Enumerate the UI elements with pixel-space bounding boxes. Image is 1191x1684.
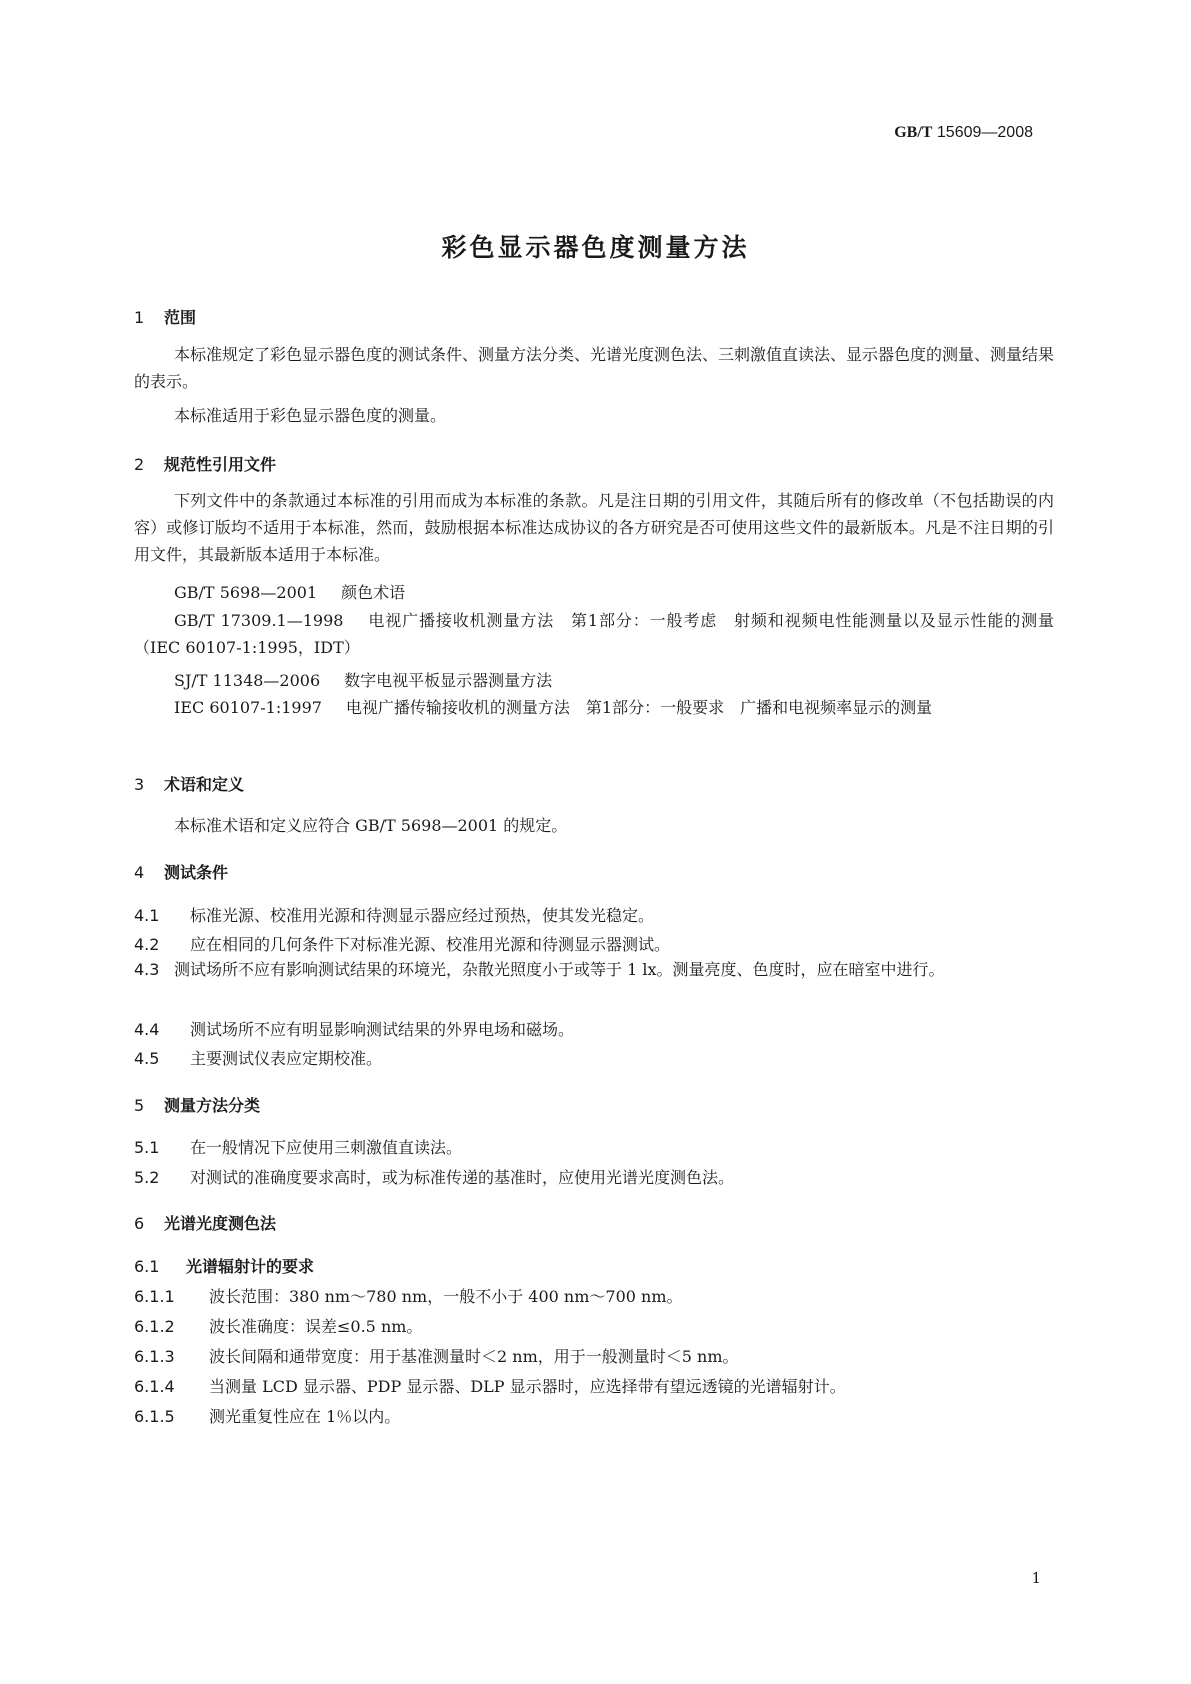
- section-number: 6: [134, 1214, 145, 1233]
- reference-item: [134, 607, 1054, 661]
- section-title: 范围: [164, 308, 197, 327]
- document-title: 彩色显示器色度测量方法: [441, 233, 750, 262]
- clause-number: 5.1: [134, 1138, 160, 1157]
- clause-text: 波长间隔和通带宽度：用于基准测量时＜2 nm，用于一般测量时＜5 nm。: [209, 1347, 739, 1366]
- reference-code: IEC 60107-1:1997: [174, 698, 322, 717]
- section-title: 光谱光度测色法: [164, 1214, 277, 1233]
- reference-item: [174, 668, 552, 691]
- clause-number: 4.3: [134, 960, 160, 979]
- section-6-heading: [134, 1211, 276, 1234]
- subsection-6-1-heading: [134, 1254, 314, 1277]
- clause-number: 6.1.4: [134, 1377, 175, 1396]
- reference-code: SJ/T 11348—2006: [174, 671, 321, 690]
- section-3-heading: [134, 772, 244, 795]
- clause-number: 4.4: [134, 1020, 160, 1039]
- section-title: 测试条件: [164, 863, 229, 882]
- clause-5-2: [134, 1165, 734, 1188]
- section-1-paragraph-1: 本标准规定了彩色显示器色度的测试条件、测量方法分类、光谱光度测色法、三刺激值直读法、显示器色度的测量、测量结果的表示。: [134, 345, 1055, 391]
- clause-text: 应在相同的几何条件下对标准光源、校准用光源和待测显示器测试。: [190, 935, 671, 954]
- clause-5-1: [134, 1135, 462, 1158]
- standard-number: 15609—2008: [936, 124, 1033, 141]
- reference-code: GB/T 5698—2001: [174, 583, 318, 602]
- clause-6-1-2: [134, 1314, 422, 1337]
- subsection-title: 光谱辐射计的要求: [186, 1257, 315, 1276]
- clause-6-1-3: [134, 1344, 739, 1367]
- section-5-heading: [134, 1093, 260, 1116]
- clause-text: 在一般情况下应使用三刺激值直读法。: [190, 1138, 463, 1157]
- section-number: 1: [134, 308, 145, 327]
- clause-text: 当测量 LCD 显示器、PDP 显示器、DLP 显示器时，应选择带有望远透镜的光谱辐射计。: [209, 1377, 846, 1396]
- reference-item: [134, 694, 1054, 721]
- subsection-number: 6.1: [134, 1257, 160, 1276]
- clause-4-2: [134, 932, 670, 955]
- clause-6-1-5: [134, 1404, 400, 1427]
- section-1-heading: [134, 305, 196, 328]
- section-3-paragraph: 本标准术语和定义应符合 GB/T 5698—2001 的规定。: [174, 816, 568, 835]
- clause-number: 6.1.3: [134, 1347, 175, 1366]
- section-number: 2: [134, 455, 145, 474]
- reference-title: 电视广播传输接收机的测量方法 第1部分：一般要求 广播和电视频率显示的测量: [345, 698, 933, 717]
- section-number: 4: [134, 863, 145, 882]
- section-2-heading: [134, 452, 276, 475]
- section-2-intro: 下列文件中的条款通过本标准的引用而成为本标准的条款。凡是注日期的引用文件，其随后所有的修改单（不包括勘误的内容）或修订版均不适用于本标准，然而，鼓励根据本标准达成协议的各方研究是否可使用这些文件的最新版本。凡是不注日期的引用文件，其最新版本适用于本标准。: [134, 491, 1054, 564]
- clause-4-3: [134, 956, 1054, 983]
- page-number: 1: [1031, 1569, 1041, 1587]
- clause-text: 对测试的准确度要求高时，或为标准传递的基准时，应使用光谱光度测色法。: [190, 1168, 735, 1187]
- clause-number: 5.2: [134, 1168, 160, 1187]
- clause-number: 4.1: [134, 906, 160, 925]
- clause-text: 测光重复性应在 1％以内。: [209, 1407, 401, 1426]
- clause-number: 6.1.1: [134, 1287, 175, 1306]
- reference-title: 颜色术语: [341, 583, 406, 602]
- clause-text: 波长准确度：误差≤0.5 nm。: [209, 1317, 423, 1336]
- clause-6-1-4: [134, 1374, 846, 1397]
- standard-code: [894, 124, 1033, 142]
- section-title: 测量方法分类: [164, 1096, 261, 1115]
- section-4-heading: [134, 860, 228, 883]
- reference-code: GB/T 17309.1—1998: [174, 611, 344, 630]
- clause-number: 4.2: [134, 935, 160, 954]
- section-1-paragraph-2: 本标准适用于彩色显示器色度的测量。: [174, 406, 447, 425]
- section-number: 3: [134, 775, 145, 794]
- clause-number: 6.1.5: [134, 1407, 175, 1426]
- clause-4-1: [134, 903, 654, 926]
- clause-text: 波长范围：380 nm～780 nm，一般不小于 400 nm～700 nm。: [209, 1287, 683, 1306]
- clause-4-5: [134, 1046, 382, 1069]
- section-number: 5: [134, 1096, 145, 1115]
- clause-text: 测试场所不应有明显影响测试结果的外界电场和磁场。: [190, 1020, 575, 1039]
- reference-item: [174, 580, 405, 603]
- clause-text: 主要测试仪表应定期校准。: [190, 1049, 383, 1068]
- section-title: 术语和定义: [164, 775, 245, 794]
- standard-prefix: GB/T: [894, 124, 933, 141]
- clause-text: 标准光源、校准用光源和待测显示器应经过预热，使其发光稳定。: [190, 906, 655, 925]
- clause-6-1-1: [134, 1284, 683, 1307]
- clause-number: 6.1.2: [134, 1317, 175, 1336]
- clause-4-4: [134, 1017, 574, 1040]
- clause-number: 4.5: [134, 1049, 160, 1068]
- section-title: 规范性引用文件: [164, 455, 277, 474]
- clause-text: 测试场所不应有影响测试结果的环境光，杂散光照度小于或等于 1 lx。测量亮度、色度时，应在暗室中进行。: [174, 960, 945, 979]
- reference-title: 电视广播接收机测量方法 第1部分：一般考虑 射频和视频电性能测量以及显示性能的测量（IEC 60107-1:1995，IDT）: [134, 611, 1054, 657]
- reference-title: 数字电视平板显示器测量方法: [344, 671, 553, 690]
